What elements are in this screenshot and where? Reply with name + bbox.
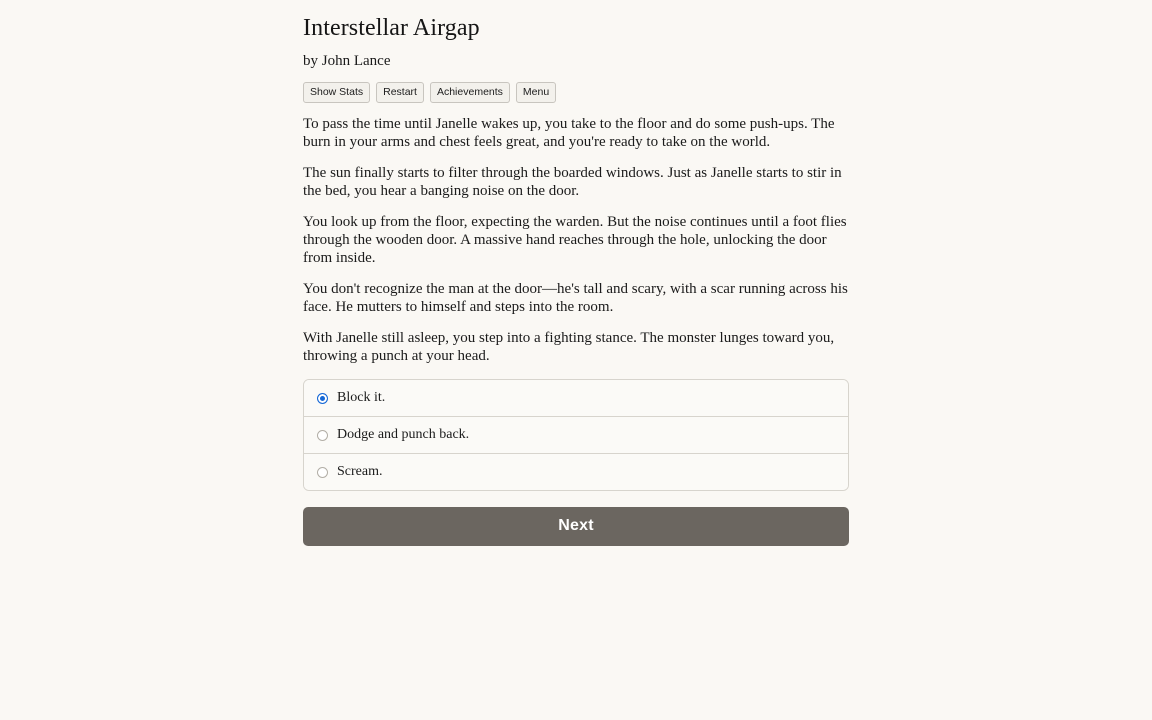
show-stats-button[interactable]: Show Stats	[303, 82, 370, 104]
choice-option-0[interactable]	[304, 380, 848, 417]
passage-paragraph: With Janelle still asleep, you step into a fighting stance. The monster lunges toward you, throwing a punch at your head.	[303, 330, 835, 364]
story-container	[303, 0, 849, 546]
choice-label: Block it.	[337, 390, 386, 406]
achievements-button[interactable]: Achievements	[430, 82, 510, 104]
menu-button[interactable]: Menu	[516, 82, 556, 104]
page-title: Interstellar Airgap	[303, 15, 480, 41]
author-byline: by John Lance	[303, 52, 391, 69]
choice-label: Dodge and punch back.	[337, 427, 470, 443]
choice-list	[303, 379, 849, 491]
choice-option-1[interactable]	[304, 417, 848, 454]
restart-button[interactable]: Restart	[376, 82, 424, 104]
passage-paragraph: To pass the time until Janelle wakes up, you take to the floor and do some push-ups. The burn in your arms and chest feels great, and you're ready to take on the world.	[303, 116, 835, 150]
passage-paragraph: You don't recognize the man at the door—he's tall and scary, with a scar running across his face. He mutters to himself and steps into the room.	[303, 281, 848, 315]
choice-label: Scream.	[337, 464, 383, 480]
next-button[interactable]: Next	[303, 507, 849, 546]
radio-icon[interactable]	[317, 467, 328, 478]
passage-text	[303, 103, 849, 365]
radio-icon-selected[interactable]	[317, 393, 328, 404]
passage-paragraph: You look up from the floor, expecting the warden. But the noise continues until a foot flies through the wooden door. A massive hand reaches through the hole, unlocking the door from inside.	[303, 214, 847, 266]
game-toolbar	[303, 70, 849, 104]
passage-paragraph: The sun finally starts to filter through the boarded windows. Just as Janelle starts to stir in the bed, you hear a banging noise on the door.	[303, 165, 842, 199]
choice-option-2[interactable]	[304, 454, 848, 490]
radio-icon[interactable]	[317, 430, 328, 441]
